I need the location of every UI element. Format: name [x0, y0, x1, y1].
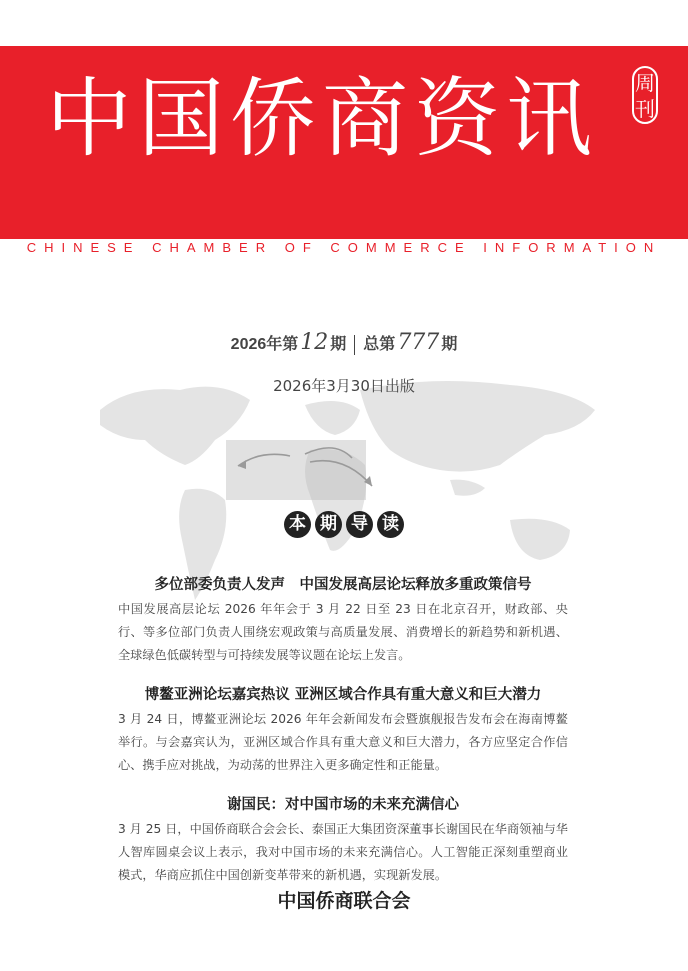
total-period-label: 期 — [441, 336, 458, 353]
issue-number-line — [0, 330, 688, 355]
publisher-name: 中国侨商联合会 — [277, 890, 411, 912]
weekly-badge: 周刊 — [632, 66, 658, 124]
article-3 — [118, 793, 568, 887]
publication-date: 2026年3月30日出版 — [273, 377, 415, 395]
issue-divider — [354, 335, 355, 355]
issue-period-label: 期 — [330, 336, 347, 353]
issue-guide-heading — [0, 511, 688, 538]
article-title[interactable]: 博鳌亚洲论坛嘉宾热议 亚洲区域合作具有重大意义和巨大潜力 — [144, 687, 542, 703]
guide-char: 期 — [315, 511, 342, 538]
issue-year-label: 2026年第 — [230, 336, 299, 353]
total-issue-number: 777 — [397, 330, 440, 355]
article-summary: 3 月 24 日，博鳌亚洲论坛 2026 年年会新闻发布会暨旗舰报告发布会在海南博鳌举行。与会嘉宾认为，亚洲区域合作具有重大意义和巨大潜力，各方应坚定合作信心、携手应对挑战，为动荡的世界注入更多确定性和正能量。 — [118, 712, 568, 772]
article-title[interactable]: 谢国民：对中国市场的未来充满信心 — [227, 797, 459, 813]
guide-char: 导 — [346, 511, 373, 538]
article-summary: 中国发展高层论坛 2026 年年会于 3 月 22 日至 23 日在北京召开，财政部、央行、等多位部门负责人围绕宏观政策与高质量发展、消费增长的新趋势和新机遇、全球绿色低碳转型与可持续发展等议题在论坛上发言。 — [118, 602, 568, 662]
issue-number: 12 — [300, 330, 329, 355]
article-1 — [118, 573, 568, 667]
masthead-subtitle: CHINESE CHAMBER OF COMMERCE INFORMATION — [26, 240, 662, 255]
masthead-title: 中国侨商资讯 — [46, 69, 598, 169]
article-2 — [118, 683, 568, 777]
guide-char: 读 — [377, 511, 404, 538]
article-summary: 3 月 25 日，中国侨商联合会会长、泰国正大集团资深董事长谢国民在华商领袖与华人智库圆桌会议上表示，我对中国市场的未来充满信心。人工智能正深刻重塑商业模式，华商应抓住中国创新变革带来的新机遇，实现新发展。 — [118, 822, 568, 882]
total-issue-label: 总第 — [363, 336, 396, 353]
article-title[interactable]: 多位部委负责人发声 中国发展高层论坛释放多重政策信号 — [154, 577, 532, 593]
guide-char: 本 — [284, 511, 311, 538]
